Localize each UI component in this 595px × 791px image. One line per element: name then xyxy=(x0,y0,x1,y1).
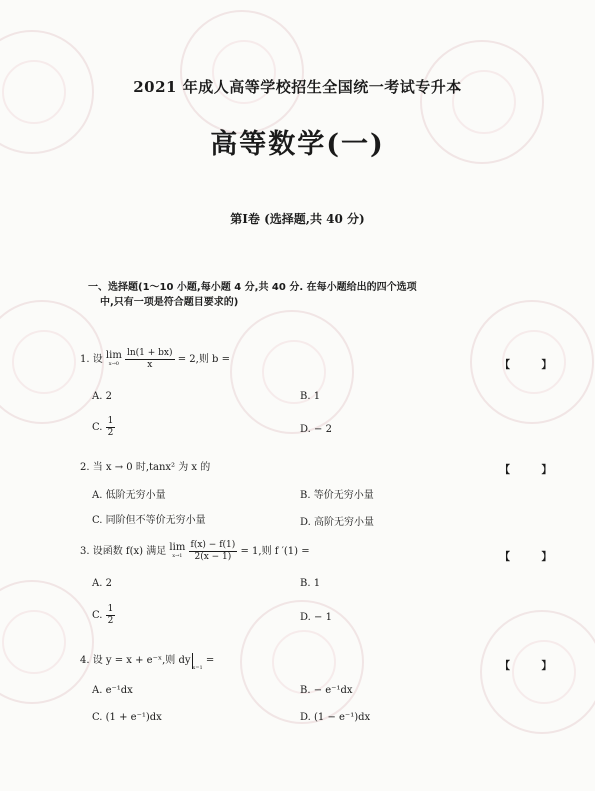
fraction: $\frac{f(x) - f(1)}{2(x - 1)}$ xyxy=(190,540,236,562)
section-line-1: 一、选择题(1～10 小题,每小题 4 分,共 40 分. 在每小题给出的四个选项 xyxy=(88,282,417,293)
fraction: $\frac{\ln(1 + bx)}{x}$ xyxy=(127,348,173,370)
option-2c: C. 同阶但不等价无穷小量 xyxy=(92,515,206,526)
option-3d: D. − 1 xyxy=(300,612,332,623)
option-2d: D. 高阶无穷小量 xyxy=(300,517,375,528)
answer-bracket-2: 【 】 xyxy=(500,465,566,476)
option-1c: C. $\frac{1}{2}$ xyxy=(92,416,114,438)
option-3a: A. 2 xyxy=(92,578,112,589)
option-1b: B. 1 xyxy=(300,391,321,402)
option-4c: C. (1 + e⁻¹)dx xyxy=(92,712,162,723)
option-1d: D. − 2 xyxy=(300,424,332,435)
limit-operator: lim x→1 xyxy=(169,541,186,559)
volume-title: 第Ⅰ卷 (选择题,共 40 分) xyxy=(230,212,365,226)
question-3: 3. 设函数 f(x) 满足 lim x→1 $\frac{f(x) - f(1)}{2(x - 1)}$ = 1,则 f ′(1) = xyxy=(80,540,310,562)
question-4: 4. 设 y = x + e⁻ˣ,则 $dy_{x=1}$ = xyxy=(80,651,214,671)
option-3b: B. 1 xyxy=(300,578,321,589)
question-1: 1. 设 lim x→0 $\frac{\ln(1 + bx)}{x}$ = 2,则 b = xyxy=(80,348,230,370)
watermark-seal xyxy=(230,310,354,434)
watermark-seal xyxy=(0,580,94,704)
option-2b: B. 等价无穷小量 xyxy=(300,490,374,501)
section-instructions xyxy=(88,280,448,310)
option-4d: D. (1 − e⁻¹)dx xyxy=(300,712,371,723)
answer-bracket-1: 【 】 xyxy=(500,360,566,371)
option-4a: A. e⁻¹dx xyxy=(92,685,133,696)
watermark-seal xyxy=(480,610,595,734)
option-1a: A. 2 xyxy=(92,391,112,402)
answer-bracket-3: 【 】 xyxy=(500,552,566,563)
answer-bracket-4: 【 】 xyxy=(500,661,566,672)
option-4b: B. − e⁻¹dx xyxy=(300,685,353,696)
subject-title: 高等数学(一) xyxy=(210,129,385,160)
watermark-seal xyxy=(180,10,304,134)
limit-operator: lim x→0 xyxy=(105,349,122,367)
section-line-2: 中,只有一项是符合题目要求的) xyxy=(100,297,239,308)
option-3c: C. $\frac{1}{2}$ xyxy=(92,604,114,626)
option-2a: A. 低阶无穷小量 xyxy=(92,490,166,501)
question-2: 2. 当 x → 0 时,tanx² 为 x 的 xyxy=(80,462,211,473)
exam-title: 2021 年成人高等学校招生全国统一考试专升本 xyxy=(133,78,462,96)
